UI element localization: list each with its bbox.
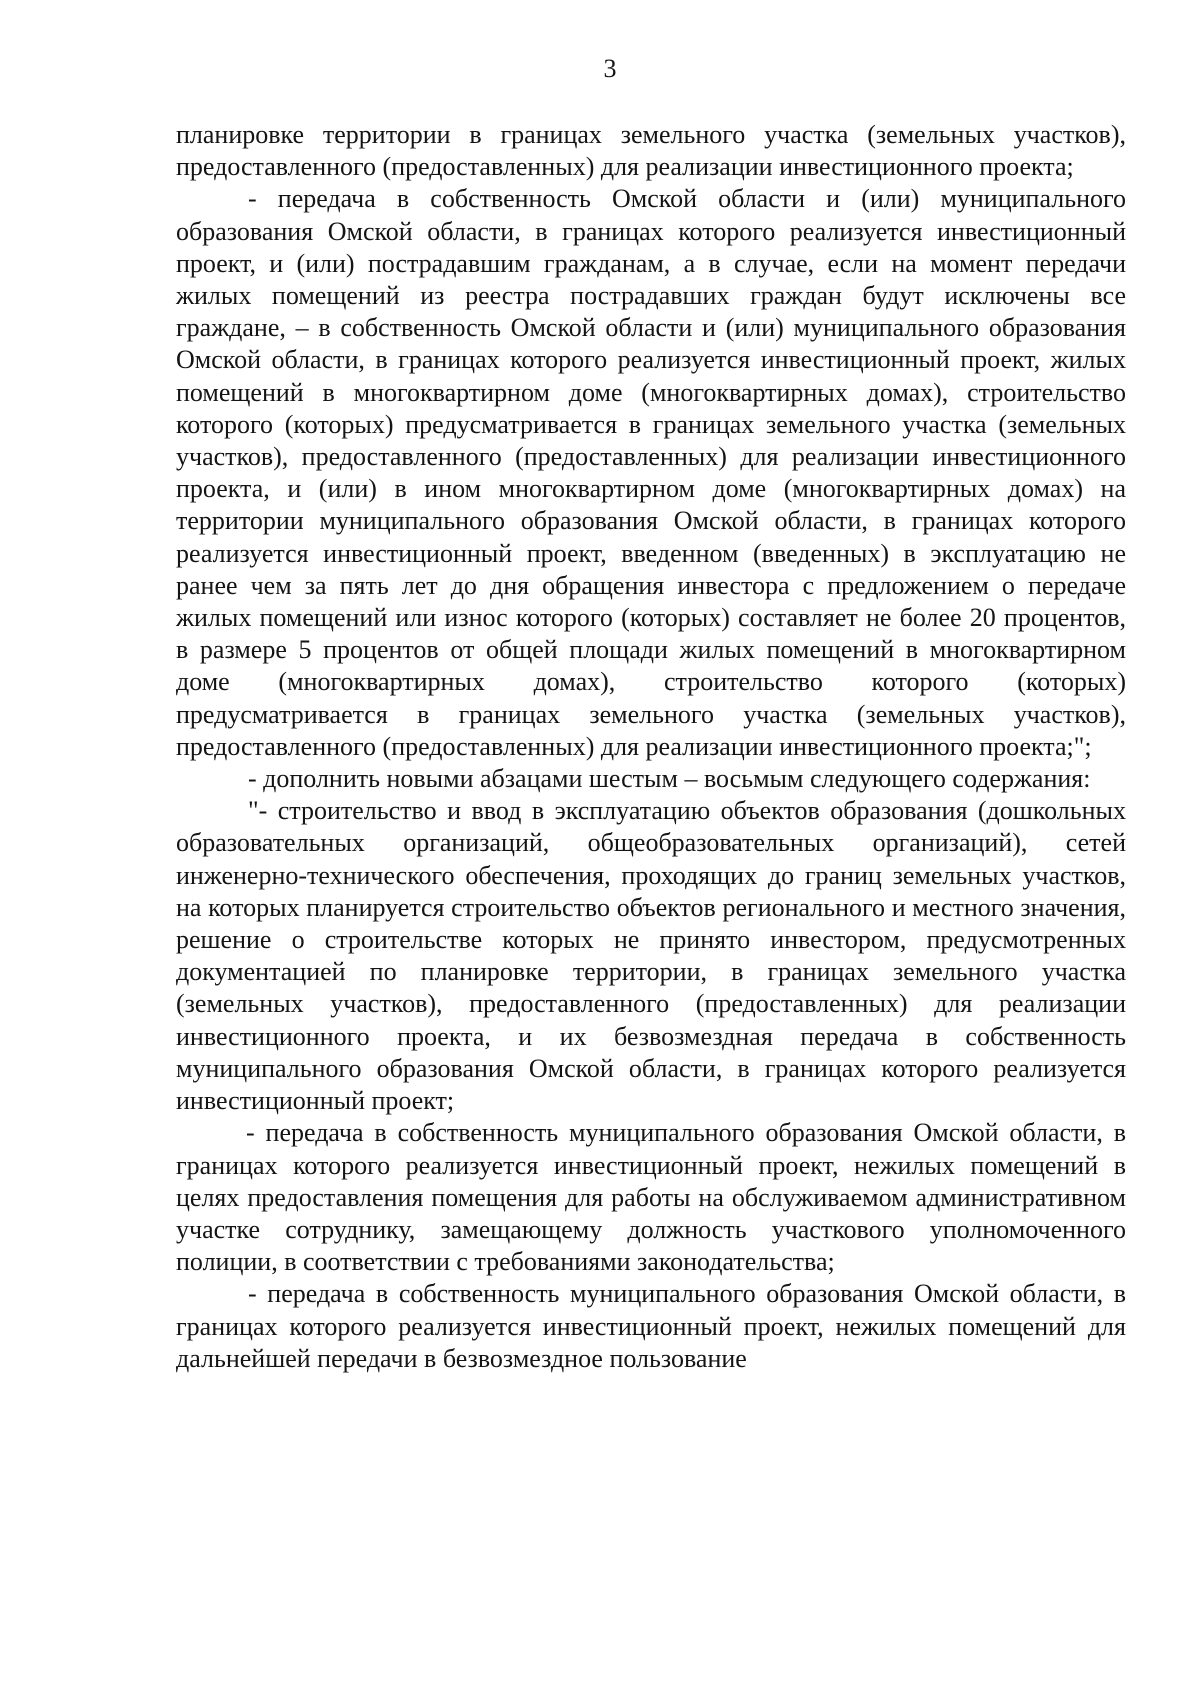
document-body [176,119,1126,1375]
paragraph-continuation: планировке территории в границах земельного участка (земельных участков), предоставленного (предоставленных) для реализации инвестиционного проекта; [176,120,1126,182]
paragraph-free-use-premises: - передача в собственность муниципального образования Омской области, в границах которого реализуется инвестиционный проект, нежилых помещений для дальнейшей передачи в безвозмездное пользование [176,1279,1126,1373]
paragraph-police-premises: - передача в собственность муниципального образования Омской области, в границах которого реализуется инвестиционный проект, нежилых помещений в целях предоставления помещения для работы на обслуживаемом административном участке сотруднику, замещающему должность участкового уполномоченного полиции, в соответствии с требованиями законодательства; [176,1118,1126,1277]
paragraph-education-facilities: "- строительство и ввод в эксплуатацию объектов образования (дошкольных образовательных организаций, общеобразовательных организаций), сетей инженерно-технического обеспечения, проходящих до границ земельных участков, на которых планируется строительство объектов регионального и местного значения, решение о строительстве которых не принято инвестором, предусмотренных документацией по планировке территории, в границах земельного участка (земельных участков), предоставленного (предоставленных) для реализации инвестиционного проекта, и их безвозмездная передача в собственность муниципального образования Омской области, в границах которого реализуется инвестиционный проект; [176,796,1126,1116]
paragraph-amendment-intro: - дополнить новыми абзацами шестым – восьмым следующего содержания: [248,764,1091,794]
paragraph-housing-transfer: - передача в собственность Омской области и (или) муниципального образования Омской области, в границах которого реализуется инвестиционный проект, и (или) пострадавшим гражданам, а в случае, если на момент передачи жилых помещений из реестра пострадавших граждан будут исключены все граждане, – в собственность Омской области и (или) муниципального образования Омской области, в границах которого реализуется инвестиционный проект, жилых помещений в многоквартирном доме (многоквартирных домах), строительство которого (которых) предусматривается в границах земельного участка (земельных участков), предоставленного (предоставленных) для реализации инвестиционного проекта, и (или) в ином многоквартирном доме (многоквартирных домах) на территории муниципального образования Омской области, в границах которого реализуется инвестиционный проект, введенном (введенных) в эксплуатацию не ранее чем за пять лет до дня обращения инвестора с предложением о передаче жилых помещений или износ которого (которых) составляет не более 20 процентов, в размере 5 процентов от общей площади жилых помещений в многоквартирном доме (многоквартирных домах), строительство которого (которых) предусматривается в границах земельного участка (земельных участков), предоставленного (предоставленных) для реализации инвестиционного проекта;"; [176,184,1126,761]
page-number: 3 [603,54,617,83]
